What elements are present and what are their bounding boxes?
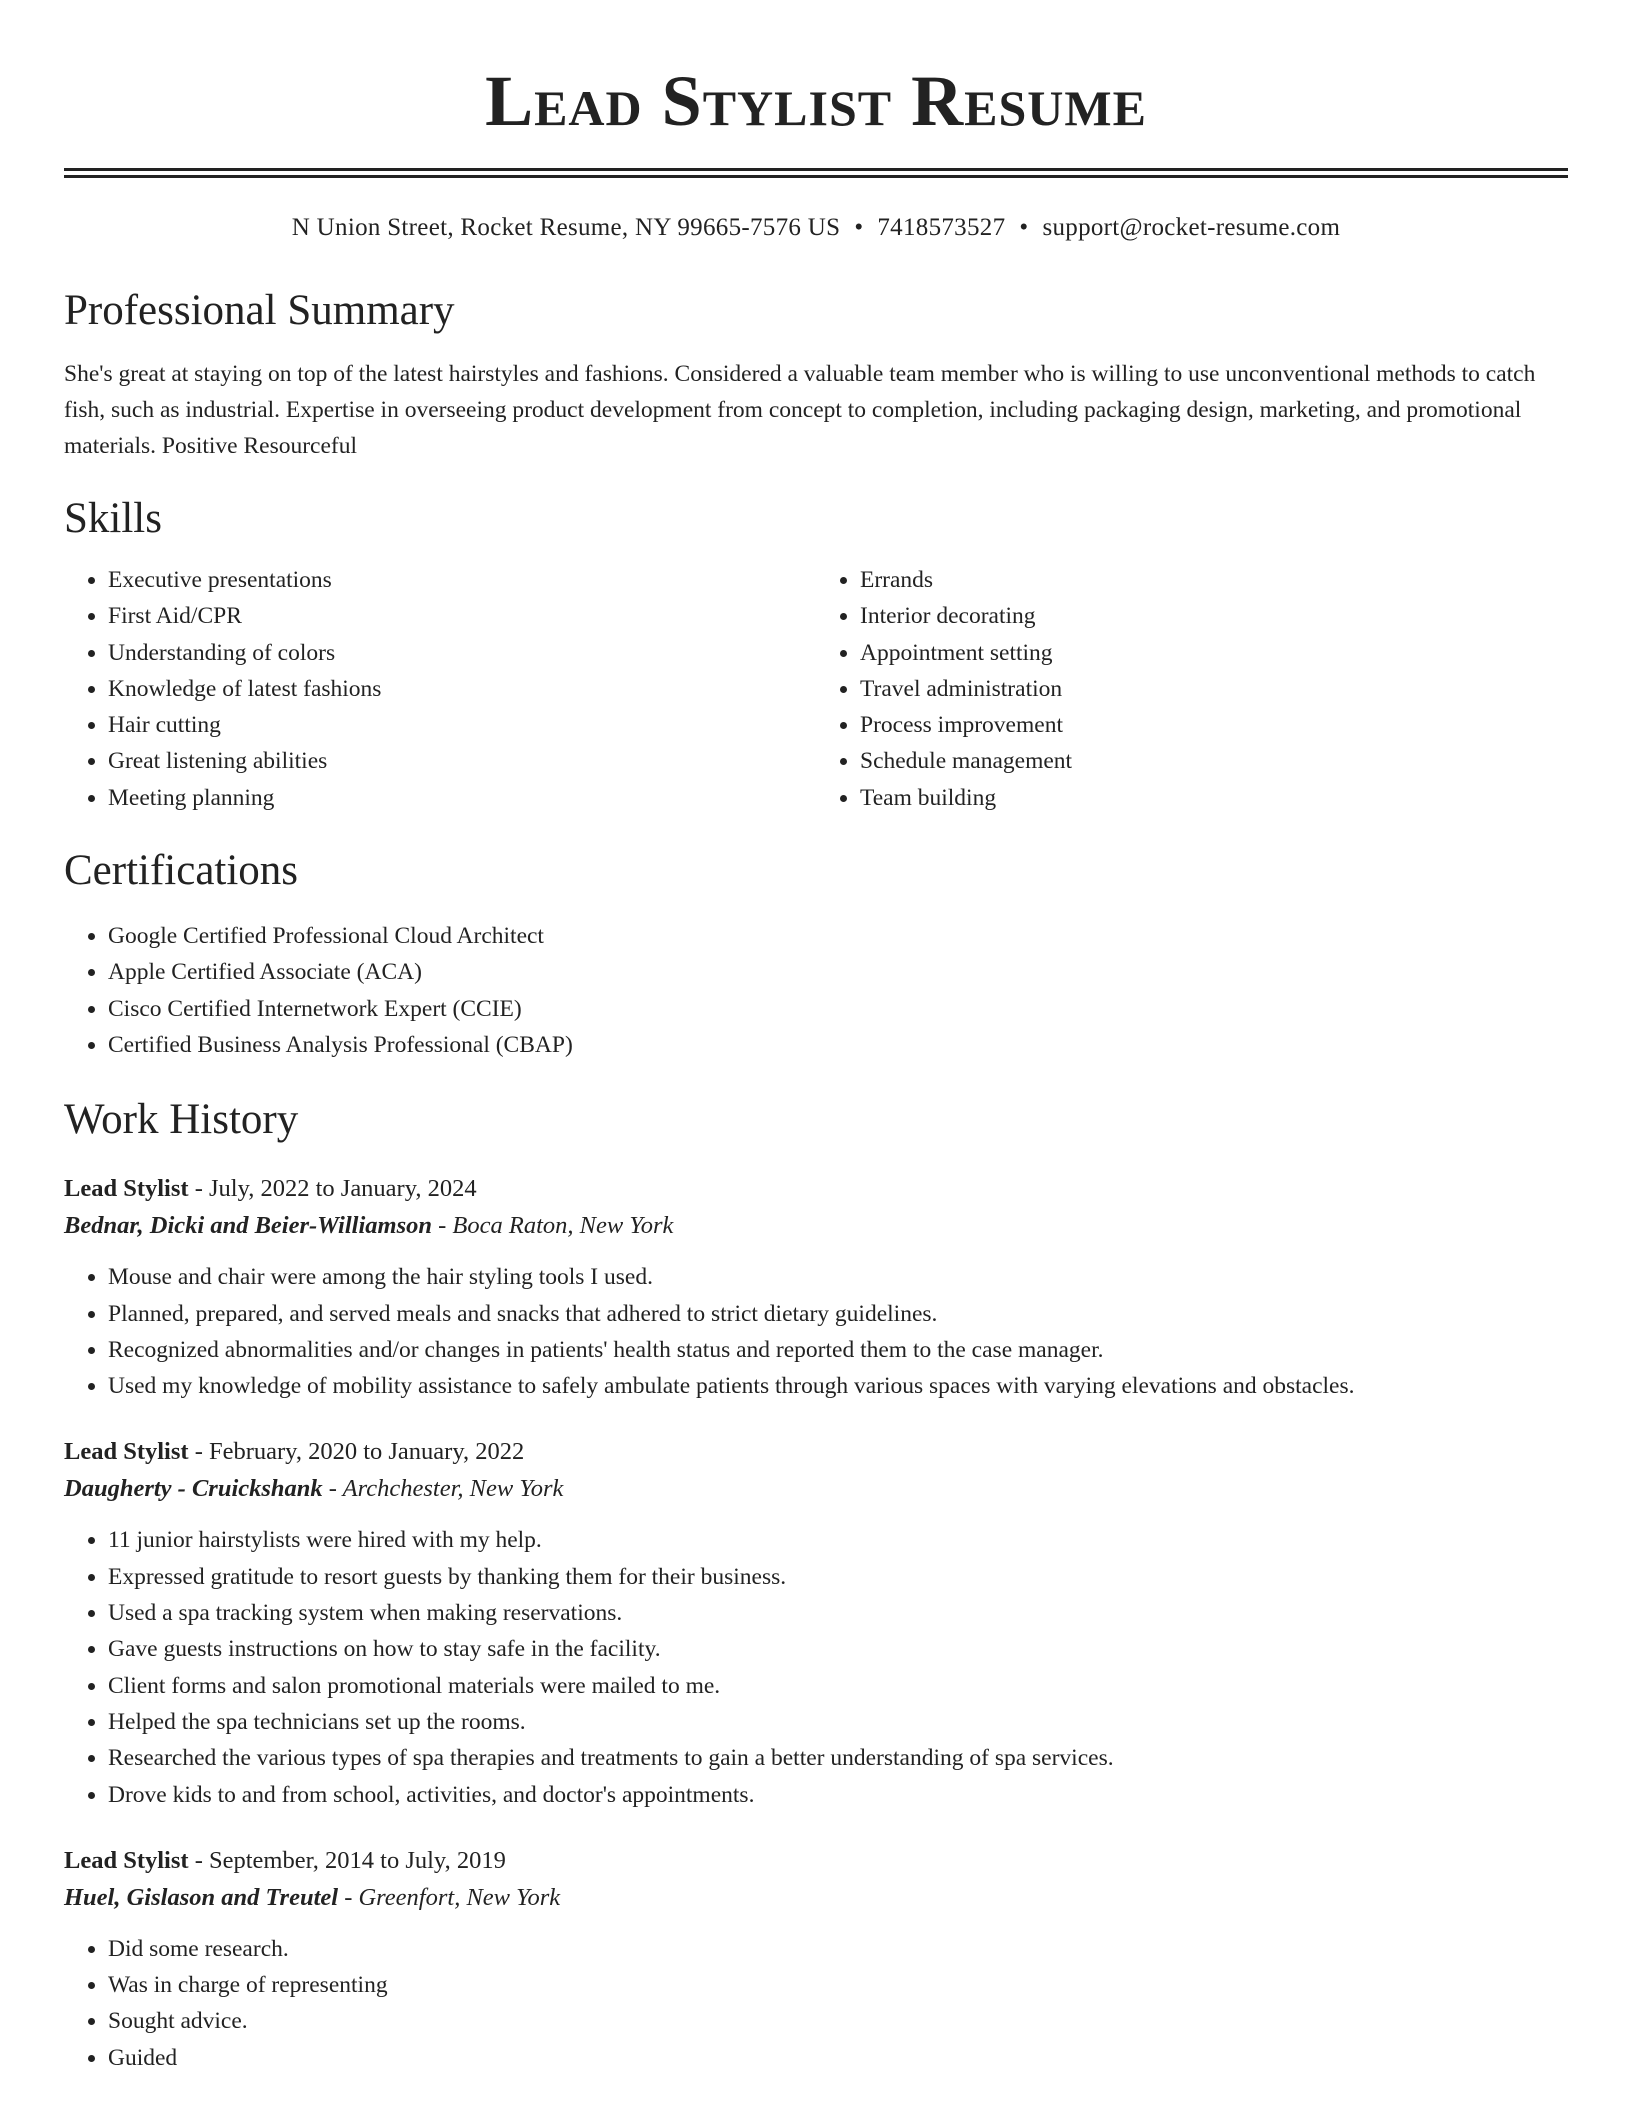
skill-item: • Travel administration — [860, 671, 1568, 707]
skill-item: • Process improvement — [860, 707, 1568, 743]
skill-item: • Knowledge of latest fashions — [108, 671, 816, 707]
job-bullet: • Drove kids to and from school, activities, and doctor's appointments. — [108, 1777, 1568, 1813]
job-bullet: • Used a spa tracking system when making reservations. — [108, 1595, 1568, 1631]
skill-item: • Errands — [860, 562, 1568, 598]
contact-separator: • — [854, 214, 864, 241]
job-dates: - September, 2014 to July, 2019 — [188, 1846, 506, 1874]
job-bullet: • Gave guests instructions on how to stay safe in the facility. — [108, 1631, 1568, 1667]
contact-email: support@rocket-resume.com — [1042, 214, 1341, 241]
summary-heading: Professional Summary — [64, 287, 455, 334]
job-title: Lead Stylist — [64, 1846, 189, 1874]
job-bullets — [64, 1931, 1568, 2076]
job-entry — [64, 1171, 1568, 1404]
skill-item: • Understanding of colors — [108, 635, 816, 671]
job-bullet: • Was in charge of representing — [108, 1967, 1568, 2003]
contact-separator: • — [1019, 214, 1029, 241]
skill-item: • Great listening abilities — [108, 743, 816, 779]
certifications-list — [64, 918, 1568, 1063]
job-dates: - July, 2022 to January, 2024 — [188, 1175, 477, 1203]
contact-line — [64, 212, 1568, 244]
skills-columns — [64, 562, 1568, 816]
job-dates: - February, 2020 to January, 2022 — [188, 1438, 525, 1466]
job-bullet: • Helped the spa technicians set up the rooms. — [108, 1704, 1568, 1740]
job-bullet: • Guided — [108, 2040, 1568, 2076]
contact-address: N Union Street, Rocket Resume, NY 99665-7576 US — [291, 214, 841, 241]
job-company-line — [64, 1470, 1568, 1508]
contact-phone: 7418573527 — [877, 214, 1006, 241]
job-title: Lead Stylist — [64, 1438, 189, 1466]
job-title-line — [64, 1843, 1568, 1879]
skill-item: • Appointment setting — [860, 635, 1568, 671]
job-company-line — [64, 1207, 1568, 1245]
job-title-line — [64, 1171, 1568, 1207]
job-company-line — [64, 1879, 1568, 1917]
work-history-heading: Work History — [64, 1096, 299, 1144]
skill-item: • First Aid/CPR — [108, 598, 816, 634]
skill-item: • Meeting planning — [108, 780, 816, 816]
certification-item: • Certified Business Analysis Professional (CBAP) — [108, 1027, 1568, 1063]
resume-title: Lead Stylist Resume — [485, 61, 1147, 141]
job-bullets — [64, 1522, 1568, 1812]
summary-text: She's great at staying on top of the latest hairstyles and fashions. Considered a valuable team member who is willing to use unconventional methods to catch fish, such as industrial. Expertise in overseeing product development from concept to completion, including packaging design, marketing, and promotional materials. Positive Resourceful — [64, 361, 1536, 459]
job-bullet: • Recognized abnormalities and/or changes in patients' health status and reported them to the case manager. — [108, 1332, 1568, 1368]
certification-item: • Cisco Certified Internetwork Expert (CCIE) — [108, 991, 1568, 1027]
job-bullet: • Researched the various types of spa therapies and treatments to gain a better understanding of spa services. — [108, 1740, 1568, 1776]
certification-item: • Google Certified Professional Cloud Architect — [108, 918, 1568, 954]
job-company: Daugherty - Cruickshank — [64, 1475, 323, 1503]
job-title-line — [64, 1434, 1568, 1470]
job-bullet: • Sought advice. — [108, 2003, 1568, 2039]
skill-item: • Schedule management — [860, 743, 1568, 779]
job-bullet: • Mouse and chair were among the hair styling tools I used. — [108, 1259, 1568, 1295]
title-double-rule — [64, 168, 1568, 178]
skill-item: • Executive presentations — [108, 562, 816, 598]
job-bullet: • Expressed gratitude to resort guests by thanking them for their business. — [108, 1559, 1568, 1595]
skills-heading: Skills — [64, 495, 162, 542]
job-entry — [64, 1434, 1568, 1812]
certification-item: • Apple Certified Associate (ACA) — [108, 954, 1568, 990]
job-entry — [64, 1843, 1568, 2076]
job-bullet: • Planned, prepared, and served meals and snacks that adhered to strict dietary guidelines. — [108, 1296, 1568, 1332]
skill-item: • Team building — [860, 780, 1568, 816]
job-location: - Archchester, New York — [322, 1475, 564, 1503]
job-bullets — [64, 1259, 1568, 1404]
job-bullet: • Used my knowledge of mobility assistance to safely ambulate patients through various spaces with varying elevations and obstacles. — [108, 1368, 1568, 1404]
job-title: Lead Stylist — [64, 1175, 189, 1203]
certifications-heading: Certifications — [64, 847, 299, 895]
job-bullet: • Did some research. — [108, 1931, 1568, 1967]
job-bullet: • 11 junior hairstylists were hired with my help. — [108, 1522, 1568, 1558]
skills-list-left — [64, 562, 816, 816]
job-company: Huel, Gislason and Treutel — [64, 1883, 339, 1911]
job-company: Bednar, Dicki and Beier-Williamson — [64, 1212, 432, 1240]
job-location: - Boca Raton, New York — [432, 1212, 674, 1240]
skill-item: • Interior decorating — [860, 598, 1568, 634]
job-location: - Greenfort, New York — [338, 1883, 561, 1911]
skill-item: • Hair cutting — [108, 707, 816, 743]
skills-list-right — [816, 562, 1568, 816]
job-bullet: • Client forms and salon promotional materials were mailed to me. — [108, 1668, 1568, 1704]
